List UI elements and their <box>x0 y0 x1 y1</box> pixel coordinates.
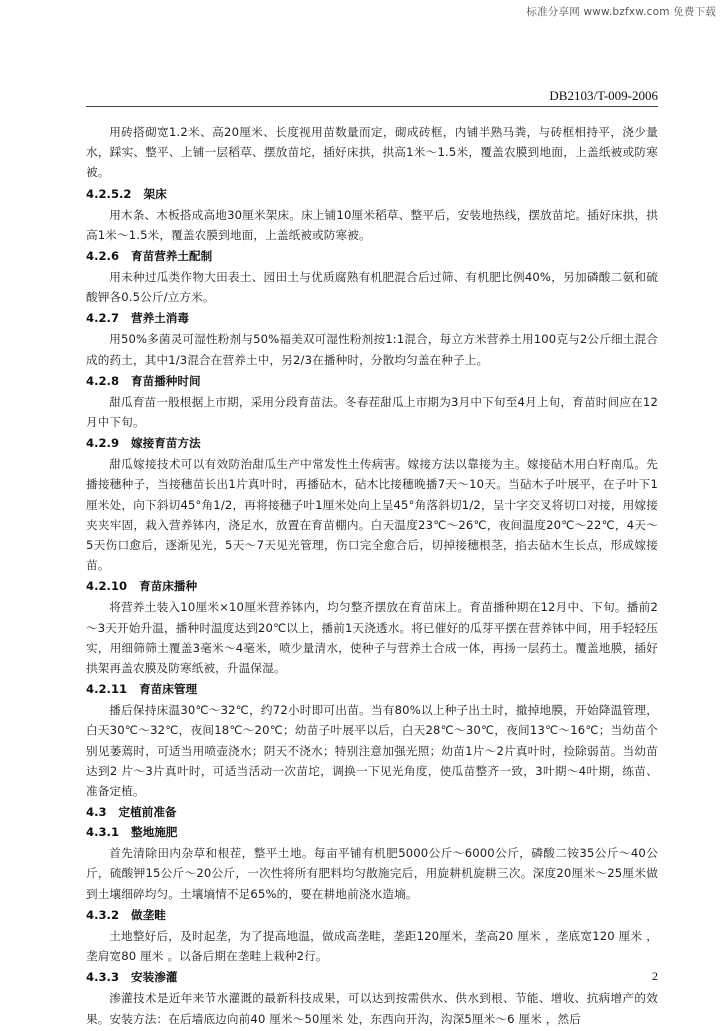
section-heading <box>86 906 658 925</box>
section-title: 营养土消毒 <box>131 311 189 326</box>
section-paragraph: 甜瓜嫁接技术可以有效防治甜瓜生产中常发性土传病害。嫁接方法以靠接为主。嫁接砧木用白籽南瓜。先播接穗种子，当接穗苗长出1片真叶时，再播砧木，砧木比接穗晚播7天～10天。当砧木子叶展平，在子叶下1厘米处，向下斜切45°角1/2，再将接穗子叶1厘米处向上呈45°角落斜切1/2，呈十字交叉将切口对接，用嫁接夹夹牢固，栽入营养钵内，浇足水，放置在育苗棚内。白天温度23℃～26℃，夜间温度20℃～22℃，4天～5天伤口愈后，逐渐见光，5天～7天见光管理，伤口完全愈合后，切掉接穗根茎，掐去砧木生长点，形成嫁接苗。 <box>86 457 658 573</box>
section-heading <box>86 803 658 822</box>
page-number: 2 <box>652 969 658 983</box>
section-paragraph: 用未种过瓜类作物大田表土、园田土与优质腐熟有机肥混合后过筛、有机肥比例40%，另加磷酸二氨和硫酸钾各0.5公斤/立方米。 <box>86 270 658 305</box>
section-title: 育苗床播种 <box>139 579 198 594</box>
section-title: 整地施肥 <box>131 825 178 840</box>
section-heading <box>86 680 658 699</box>
section-number: 4.2.5.2 <box>86 186 132 201</box>
section-heading <box>86 823 658 842</box>
section-title: 定植前准备 <box>118 805 177 820</box>
section-paragraph: 首先清除田内杂草和根茬，整平土地。每亩平铺有机肥5000公斤～6000公斤，磷酸二铵35公斤～40公斤，硫酸钾15公斤～20公斤，一次性将所有肥料均匀散施完后，用旋耕机旋耕三次。深度20厘米～25厘米做到土壤细碎均匀。土壤墒情不足65%的，要在耕地前浇水造墒。 <box>86 846 658 901</box>
section-heading <box>86 185 658 204</box>
section-number: 4.3.3 <box>86 970 120 985</box>
section-paragraph: 将营养土装入10厘米×10厘米营养钵内，均匀整齐摆放在育苗床上。育苗播种期在12月中、下旬。播前2～3天开始升温，播种时温度达到20℃以上，播前1天浇透水。将已催好的瓜芽平摆在营养钵中间，用手轻轻压实，用细筛筛土覆盖3毫米～4毫米，喷少量清水，使种子与营养土合成一体，再扬一层药土。覆盖地膜，插好拱架再盖农膜及防寒纸被，升温保湿。 <box>86 600 658 676</box>
section-title: 嫁接育苗方法 <box>131 436 201 451</box>
section-paragraph: 甜瓜育苗一般根据上市期，采用分段育苗法。冬春茬甜瓜上市期为3月中下旬至4月上旬，育苗时间应在12月中下旬。 <box>86 394 658 430</box>
section-heading <box>86 247 658 266</box>
section-title: 安装渗灌 <box>131 970 178 985</box>
section-number: 4.2.9 <box>86 436 120 451</box>
section-title: 育苗播种时间 <box>131 373 201 388</box>
section-heading <box>86 577 658 596</box>
section-number: 4.2.8 <box>86 373 120 388</box>
section-paragraph: 土地整好后，及时起垄，为了提高地温，做成高垄畦，垄距120厘米，垄高20 厘米 ，垄底宽120 厘米 ，垄肩宽80 厘米 。以备后期在垄畦上栽种2行。 <box>86 928 658 964</box>
section-number: 4.3 <box>86 805 107 820</box>
section-heading <box>86 968 658 987</box>
watermark-text: 标准分享网 www.bzfxw.com 免费下载 <box>526 6 716 18</box>
document-code: DB2103/T-009-2006 <box>549 88 658 103</box>
section-number: 4.2.6 <box>86 249 120 264</box>
section-number: 4.3.1 <box>86 825 120 840</box>
document-body <box>86 122 658 1031</box>
section-heading <box>86 434 658 453</box>
section-list <box>86 185 658 1029</box>
section-number: 4.2.10 <box>86 579 128 594</box>
section-number: 4.3.2 <box>86 907 120 922</box>
section-paragraph: 播后保持床温30℃～32℃，约72小时即可出苗。当有80%以上种子出土时，撤掉地膜，开始降温管理，白天30℃～32℃，夜间18℃～20℃；幼苗子叶展平以后，白天28℃～30℃，夜间13℃～16℃；当幼苗个别见萎蔫时，可适当用喷壶浇水；阴天不浇水；特别注意加强光照；幼苗1片～2片真叶时，捡除弱苗。当幼苗达到2 片～3片真叶时，可适当活动一次苗坨，调换一下见光角度，使瓜苗整齐一致，3叶期～4叶期，练苗、准备定植。 <box>86 703 658 799</box>
header-divider <box>86 106 658 107</box>
section-paragraph: 渗灌技术是近年来节水灌溉的最新科技成果，可以达到按需供水、供水到根、节能、增收、抗病增产的效果。安装方法：在后墙底边向前40 厘米～50厘米 处，东西向开沟，沟深5厘米～6 厘米 ，然后 <box>86 991 658 1026</box>
section-paragraph: 用木条、木板搭成高地30厘米架床。床上铺10厘米稻草、整平后，安装地热线，摆放苗坨。插好床拱，拱高1米～1.5米，覆盖农膜到地面，上盖纸被或防寒被。 <box>86 207 658 242</box>
section-heading <box>86 309 658 328</box>
section-number: 4.2.11 <box>86 682 128 697</box>
section-heading <box>86 372 658 391</box>
section-title: 架床 <box>143 186 167 201</box>
section-title: 育苗营养土配制 <box>131 249 213 264</box>
section-paragraph: 用50%多菌灵可湿性粉剂与50%福美双可湿性粉剂按1:1混合，每立方米营养土用100克与2公斤细土混合成的药土，其中1/3混合在营养土中，另2/3在播种时，分散均匀盖在种子上。 <box>86 332 658 367</box>
intro-paragraph: 用砖搭砌宽1.2米、高20厘米、长度视用苗数量而定，砌成砖框，内铺半熟马粪，与砖框相持平，浇少量水，踩实、整平、上铺一层稻草、摆放苗坨，插好床拱，拱高1米～1.5米，覆盖农膜到地面，上盖纸被或防寒被。 <box>86 125 658 180</box>
section-number: 4.2.7 <box>86 311 120 326</box>
section-title: 育苗床管理 <box>139 682 198 697</box>
section-title: 做垄畦 <box>131 907 166 922</box>
